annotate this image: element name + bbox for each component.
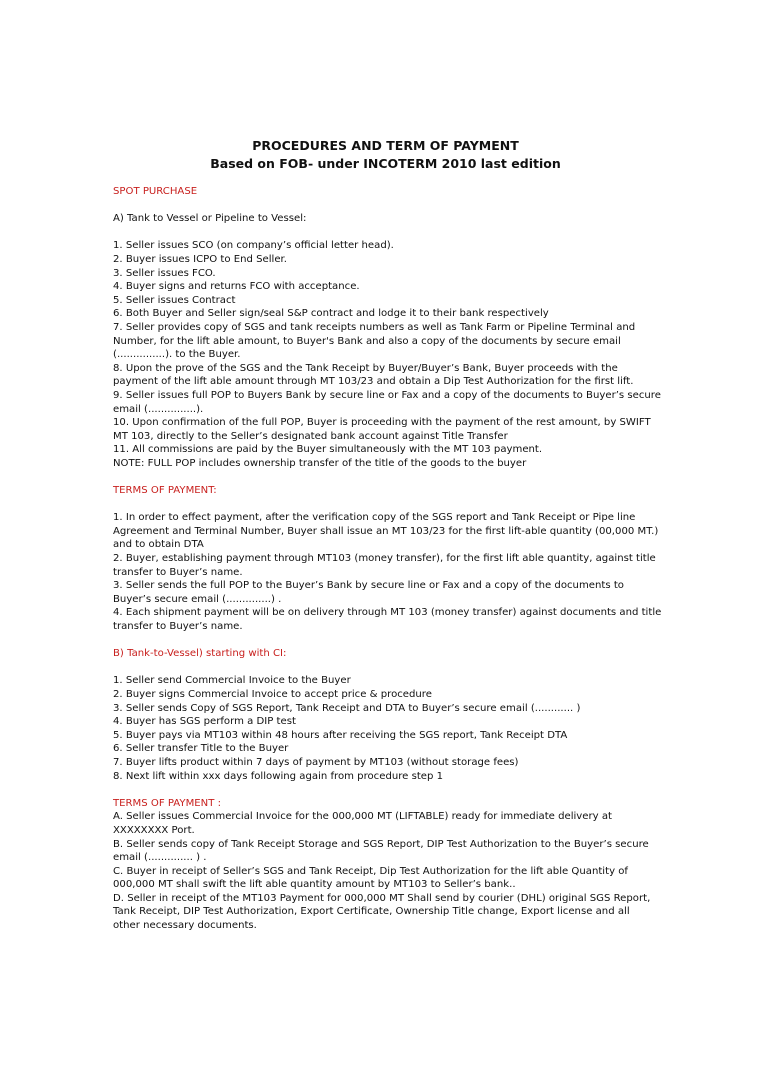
text-line: 5. Buyer pays via MT103 within 48 hours after receiving the SGS report, Tank Receipt DTA [113, 729, 568, 741]
text-line: B. Seller sends copy of Tank Receipt Storage and SGS Report, DIP Test Authorization to the Buyer’s secure [113, 838, 649, 850]
text-line: NOTE: FULL POP includes ownership transfer of the title of the goods to the buyer [113, 457, 527, 469]
text-line: 1. In order to effect payment, after the verification copy of the SGS report and Tank Receipt or Pipe line [113, 512, 636, 524]
section-heading: SPOT PURCHASE [113, 186, 198, 197]
text-line: 9. Seller issues full POP to Buyers Bank by secure line or Fax and a copy of the documents to Buyer’s secure [113, 389, 661, 401]
text-line: 8. Upon the prove of the SGS and the Tank Receipt by Buyer/Buyer’s Bank, Buyer proceeds with the [113, 362, 618, 374]
text-line: 1. Seller issues SCO (on company’s official letter head). [113, 240, 394, 252]
text-line: 2. Buyer, establishing payment through MT103 (money transfer), for the first lift able quantity, against title [113, 553, 656, 565]
section-heading: B) Tank-to-Vessel) starting with CI: [113, 648, 287, 660]
paragraph-gap [113, 661, 658, 675]
paragraph-gap [113, 634, 658, 648]
text-line: email (...............). [113, 403, 204, 415]
text-line: 1. Seller send Commercial Invoice to the Buyer [113, 675, 351, 687]
paragraph-gap [113, 498, 658, 512]
text-line: 3. Seller issues FCO. [113, 267, 216, 279]
paragraph-gap [113, 470, 658, 484]
text-line: 10. Upon confirmation of the full POP, Buyer is proceeding with the payment of the rest amount, by SWIFT [113, 417, 651, 429]
text-line: 6. Both Buyer and Seller sign/seal S&P contract and lodge it to their bank respectively [113, 308, 549, 320]
text-line: and to obtain DTA [113, 539, 204, 551]
text-line: transfer to Buyer’s name. [113, 621, 243, 632]
text-line: 4. Buyer signs and returns FCO with acceptance. [113, 281, 360, 293]
document-title [113, 137, 658, 173]
text-line: other necessary documents. [113, 920, 257, 932]
text-line: transfer to Buyer’s name. [113, 566, 243, 578]
document-body [113, 185, 662, 933]
text-line: XXXXXXXX Port. [113, 824, 195, 836]
title-line-1: PROCEDURES AND TERM OF PAYMENT [252, 138, 519, 153]
text-line: 7. Buyer lifts product within 7 days of payment by MT103 (without storage fees) [113, 756, 519, 768]
text-line: D. Seller in receipt of the MT103 Payment for 000,000 MT Shall send by courier (DHL) original SGS Report, [113, 892, 651, 904]
text-line: 7. Seller provides copy of SGS and tank receipts numbers as well as Tank Farm or Pipeline Terminal and [113, 321, 636, 333]
text-line: MT 103, directly to the Seller’s designated bank account against Title Transfer [113, 430, 508, 442]
section-heading: TERMS OF PAYMENT: [113, 485, 217, 497]
text-line: email (.............. ) . [113, 852, 207, 864]
paragraph-gap [113, 199, 658, 213]
text-line: 4. Each shipment payment will be on delivery through MT 103 (money transfer) against documents and title [113, 607, 662, 619]
text-line: (...............). to the Buyer. [113, 349, 241, 361]
text-line: 2. Buyer signs Commercial Invoice to accept price & procedure [113, 688, 432, 700]
title-line-2: Based on FOB- under INCOTERM 2010 last edition [210, 156, 561, 171]
text-line: payment of the lift able amount through MT 103/23 and obtain a Dip Test Authorization for the first lift. [113, 376, 634, 388]
text-line: Agreement and Terminal Number, Buyer shall issue an MT 103/23 for the first lift-able quantity (00,000 MT.) [113, 525, 659, 537]
text-line: Tank Receipt, DIP Test Authorization, Export Certificate, Ownership Title change, Export license and all [113, 906, 630, 918]
text-line: A) Tank to Vessel or Pipeline to Vessel: [113, 213, 307, 225]
paragraph-gap [113, 226, 658, 240]
text-line: 5. Seller issues Contract [113, 294, 236, 306]
text-line: 3. Seller sends Copy of SGS Report, Tank Receipt and DTA to Buyer’s secure email (............ ) [113, 702, 581, 714]
paragraph-gap [113, 783, 658, 797]
text-line: 2. Buyer issues ICPO to End Seller. [113, 253, 287, 265]
text-line: 6. Seller transfer Title to the Buyer [113, 743, 289, 755]
text-line: Number, for the lift able amount, to Buyer's Bank and also a copy of the documents by secure email [113, 335, 621, 347]
text-line: A. Seller issues Commercial Invoice for the 000,000 MT (LIFTABLE) ready for immediate delivery at [113, 811, 612, 823]
text-line: 000,000 MT shall swift the lift able quantity amount by MT103 to Seller’s bank.. [113, 879, 516, 891]
text-line: 8. Next lift within xxx days following again from procedure step 1 [113, 770, 444, 782]
section-heading: TERMS OF PAYMENT : [113, 797, 221, 809]
text-line: C. Buyer in receipt of Seller’s SGS and Tank Receipt, Dip Test Authorization for the lift able Quantity of [113, 865, 628, 877]
document-page [113, 137, 662, 933]
text-line: 4. Buyer has SGS perform a DIP test [113, 716, 296, 728]
text-line: 11. All commissions are paid by the Buyer simultaneously with the MT 103 payment. [113, 444, 543, 456]
text-line: Buyer’s secure email (..............) . [113, 593, 282, 605]
text-line: 3. Seller sends the full POP to the Buyer’s Bank by secure line or Fax and a copy of the documents to [113, 580, 624, 592]
